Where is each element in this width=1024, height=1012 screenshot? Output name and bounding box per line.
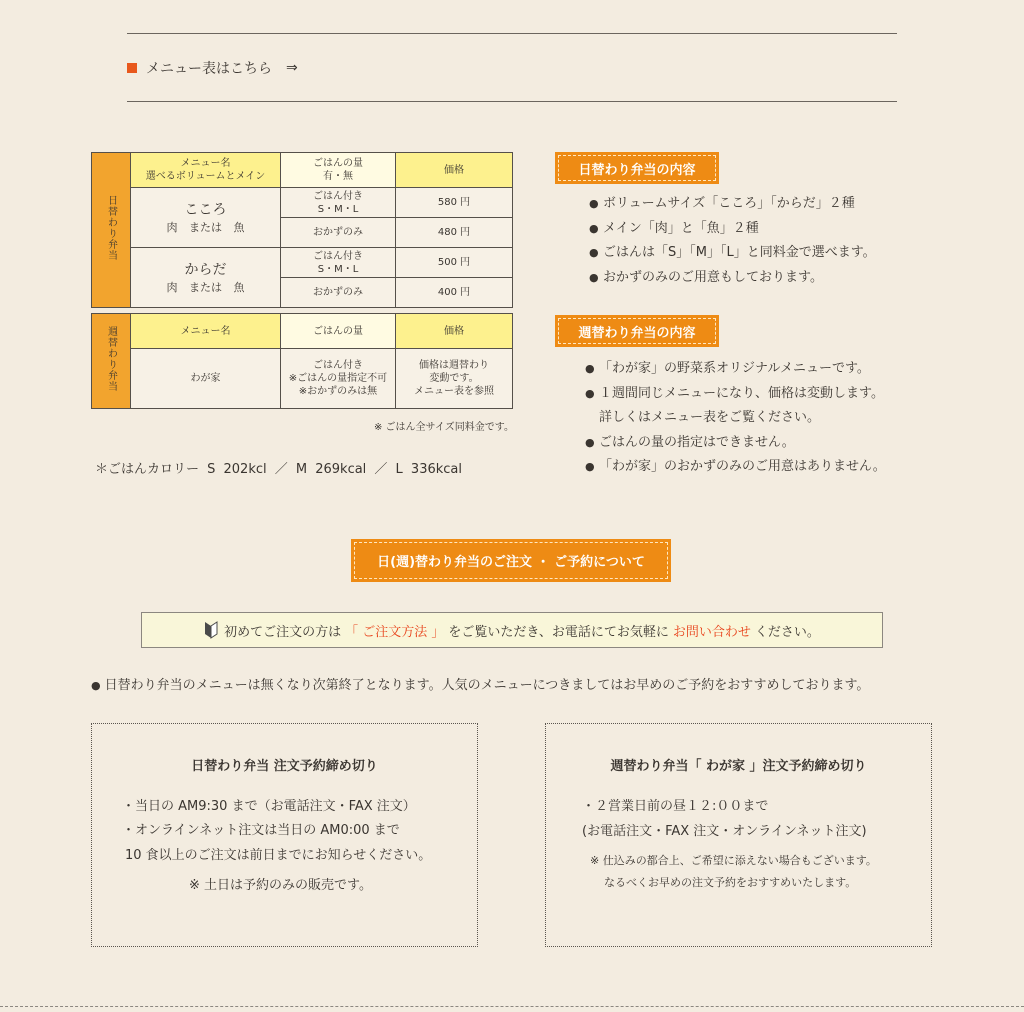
list-item: 詳しくはメニュー表をご覧ください。 [599,410,821,425]
list-item: ● ごはんの量の指定はできません。 [585,431,886,456]
list-item: ● メイン「肉」と「魚」２種 [589,217,876,242]
daily-deadline-line: ・オンラインネット注文は当日の AM0:00 まで [122,823,400,838]
list-item: ● ボリュームサイズ「こころ」「からだ」２種 [589,192,876,217]
sold-out-note: ● 日替わり弁当のメニューは無くなり次第終了となります。人気のメニューにつきましてはお早めのご予約をおすすめしております。 [91,678,870,693]
bullet-icon: ● [91,679,101,692]
price-kokoro-rice: 580 円 [396,188,513,218]
option-with-rice: ごはん付き S・M・L [281,188,396,218]
same-price-note: ※ ごはん全サイズ同料金です。 [374,422,514,433]
daily-deadline-line: ・当日の AM9:30 まで（お電話注文・FAX 注文） [122,799,416,814]
daily-deadline-note: ※ 土日は予約のみの販売です。 [189,878,372,893]
weekly-deadline-note: ※ 仕込みの都合上、ご希望に添えない場合もございます。 [590,854,877,867]
daily-header-name: メニュー名 選べるボリュームとメイン [131,153,281,188]
menu-item-kokoro: こころ 肉 または 魚 [131,188,281,248]
weekly-header-rice: ごはんの量 [281,314,396,349]
weekly-rice-info: ごはん付き ※ごはんの量指定不可 ※おかずのみは無 [281,349,396,409]
weekly-header-name: メニュー名 [131,314,281,349]
arrow-right-icon: ⇒ [286,60,298,76]
menu-table-link[interactable] [127,58,298,78]
menu-item-karada: からだ 肉 または 魚 [131,248,281,308]
list-item: ● ごはんは「S」「M」「L」と同料金で選べます。 [589,241,876,266]
price-karada-rice: 500 円 [396,248,513,278]
first-order-info-bar [141,612,883,648]
weekly-deadline-note: なるべくお早めの注文予約をおすすめいたします。 [604,876,857,889]
daily-deadline-line: 10 食以上のご注文は前日までにお知らせください。 [125,848,432,863]
weekly-contents-list [585,357,886,480]
weekly-deadline-line: ・２営業日前の昼１２:００まで [582,799,769,814]
daily-bento-table [91,152,513,308]
beginner-mark-icon [204,621,218,639]
daily-deadline-title: 日替わり弁当 注文予約締め切り [191,759,378,774]
list-item: ● 「わが家」の野菜系オリジナルメニューです。 [585,357,886,382]
top-divider [127,33,897,34]
weekly-bento-table [91,313,513,409]
order-method-link[interactable]: 「 ご注文方法 」 [345,624,445,640]
rice-calorie-info: ＊ごはんカロリー S 202kcl ／ M 269kcal ／ L 336kcal [95,462,463,477]
weekly-contents-title: 週替わり弁当の内容 [555,315,719,347]
list-item: ● おかずのみのご用意もしております。 [589,266,876,291]
weekly-header-price: 価格 [396,314,513,349]
list-item: ● 「わが家」のおかずのみのご用意はありません。 [585,455,886,480]
list-item: ● １週間同じメニューになり、価格は変動します。 [585,382,886,407]
menu-link-divider [127,101,897,102]
weekly-deadline-line: (お電話注文・FAX 注文・オンラインネット注文) [582,824,867,839]
info-text: をご覧いただき、お電話にてお気軽に [448,624,669,640]
daily-contents-list [589,192,876,290]
square-bullet-icon [127,63,137,73]
option-side-only: おかずのみ [281,218,396,248]
daily-contents-title: 日替わり弁当の内容 [555,152,719,184]
weekly-deadline-title: 週替わり弁当「 わが家 」注文予約締め切り [610,759,867,774]
weekly-deadline-box [545,723,932,947]
order-reservation-badge: 日(週)替わり弁当のご注文 ・ ご予約について [351,539,671,582]
price-karada-side: 400 円 [396,278,513,308]
daily-deadline-box [91,723,478,947]
info-text: 初めてご注文の方は [224,624,342,640]
option-with-rice: ごはん付き S・M・L [281,248,396,278]
daily-side-label: 日替わり弁当 [92,153,131,308]
weekly-side-label: 週替わり弁当 [92,314,131,409]
price-kokoro-side: 480 円 [396,218,513,248]
daily-header-price: 価格 [396,153,513,188]
info-text: ください。 [754,624,820,640]
daily-header-rice: ごはんの量 有・無 [281,153,396,188]
option-side-only: おかずのみ [281,278,396,308]
bottom-divider [0,1006,1024,1007]
weekly-price-info: 価格は週替わり 変動です。 メニュー表を参照 [396,349,513,409]
contact-link[interactable]: お問い合わせ [672,624,751,640]
menu-link-label: メニュー表はこちら [146,61,272,77]
menu-item-wagaya: わが家 [131,349,281,409]
